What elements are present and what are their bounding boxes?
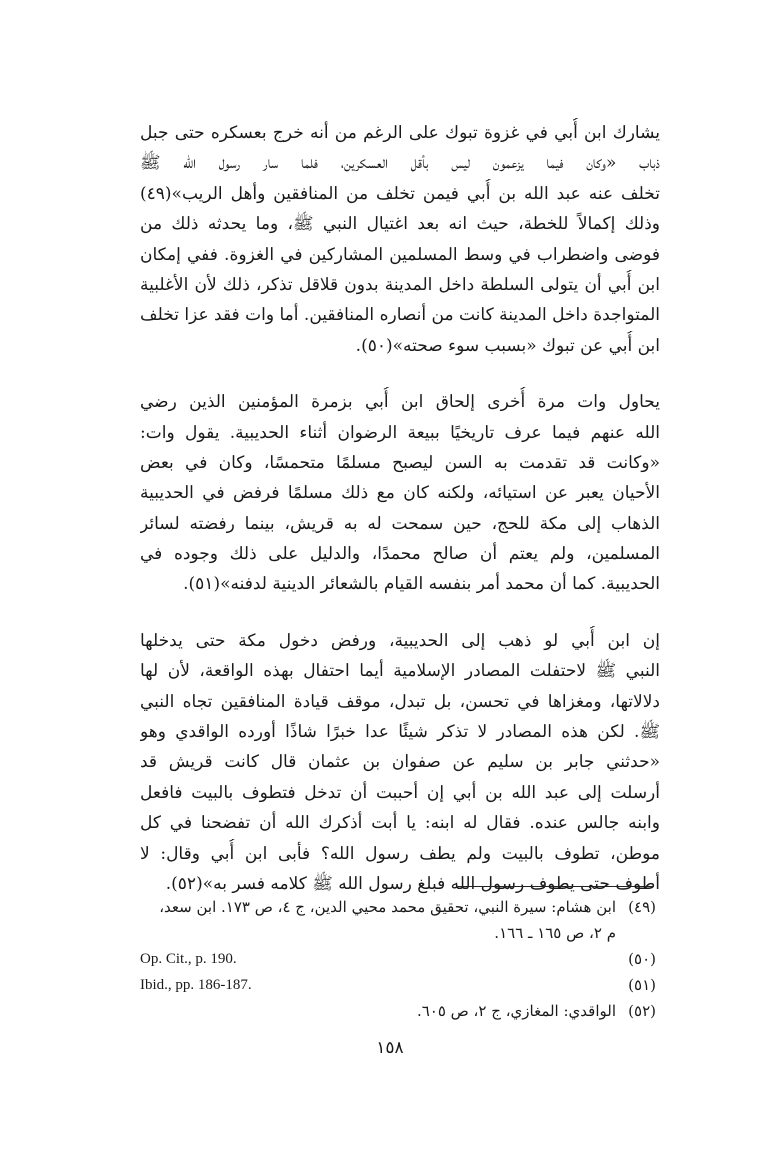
footnotes [140, 894, 656, 1024]
text-line: دلالاتها، ومغزاها في تحسن، بل تبدل، موقف قيادة المنافقين تجاه النبي [140, 691, 660, 712]
footnote-50 [140, 946, 656, 972]
footnote-number: (٥٢) [628, 1002, 656, 1020]
page-number: ١٥٨ [376, 1038, 404, 1058]
text-line: المسلمين، ولم يعتم أن صالح محمدًا، والدليل على ذلك وجوده في [140, 544, 660, 565]
text-line: إن ابن أُبي لو ذهب إلى الحديبية، ورفض دخول مكة حتى يدخلها [140, 630, 660, 651]
footnote-text-continuation: م ٢، ص ١٦٥ ـ ١٦٦. [494, 924, 616, 942]
text-line: الأحيان يعبر عن استيائه، ولكنه كان مع ذلك مسلمًا فرفض في الحديبية [140, 483, 660, 504]
text-line: «وكانت قد تقدمت به السن ليصبح مسلمًا متحمسًا، وكان في بعض [140, 452, 660, 473]
main-text [140, 118, 660, 925]
text-line: «حدثني جابر بن سليم عن صفوان بن عثمان قال كانت قريش قد [140, 752, 660, 773]
footnote-text: ابن هشام: سيرة النبي، تحقيق محمد محيي الدين، ج ٤، ص ١٧٣. ابن سعد، [159, 898, 616, 916]
text-line: يشارك ابن أُبي في غزوة تبوك على الرغم من أنه خرج بعسكره حتى جبل [140, 123, 660, 143]
text-line: الله عنهم فيما عرف تاريخيًا ببيعة الرضوان أثناء الحديبية. يقول وات: [140, 422, 660, 443]
footnote-number: (٤٩) [628, 898, 656, 916]
text-line: أرسلت إلى عبد الله بن أبي إن أحببت أن تدخل فتطوف بالبيت فافعل [140, 782, 660, 803]
paragraph-2 [140, 387, 660, 600]
text-line: ابن أُبي أن يتولى السلطة داخل المدينة بدون قلاقل تذكر، ذلك لأن الأغلبية [140, 274, 660, 295]
footnote-number: (٥٠) [628, 950, 656, 968]
text-line: موطن، تطوف بالبيت ولم يطف رسول الله؟ فأبى ابن أُبي وقال: لا [140, 843, 660, 864]
footnote-text: Op. Cit., p. 190. [140, 951, 237, 967]
text-line: ﷺ. لكن هذه المصادر لا تذكر شيئًا عدا خبرًا شاذًا أورده الواقدي وهو [140, 722, 660, 743]
text-line: ابن أُبي عن تبوك «بسبب سوء صحته»(٥٠). [355, 335, 660, 356]
footnote-49 [140, 894, 656, 946]
footnote-divider [456, 886, 654, 887]
text-line: يحاول وات مرة أُخرى إلحاق ابن أُبي بزمرة المؤمنين الذين رضي [140, 392, 660, 413]
text-line: النبي ﷺ لاحتفلت المصادر الإسلامية أيما احتفال بهذه الواقعة، لأن لها [140, 661, 660, 682]
footnote-text: الواقدي: المغازي، ج ٢، ص ٦٠٥. [416, 1002, 616, 1020]
text-line: فوضى واضطراب في وسط المسلمين المشاركين في الغزوة. ففي إمكان [140, 244, 660, 265]
text-line: وذلك إكمالاً للخطة، حيث انه بعد اغتيال النبي ﷺ، وما يحدثه ذلك من [140, 214, 660, 235]
text-line: وابنه جالس عنده. فقال له ابنه: يا أبت أذكرك الله أن تفضحنا في كل [140, 813, 660, 834]
text-line: الحديبية. كما أن محمد أمر بنفسه القيام بالشعائر الدينية لدفنه»(٥١). [183, 574, 660, 595]
text-line: تخلف عنه عبد الله بن أُبي فيمن تخلف من المنافقين وأهل الريب»(٤٩) [140, 183, 660, 204]
text-line: ذباب «وكان فيما يزعمون ليس بأقل العسكرين، فلما سار رسول الله ﷺ [140, 153, 660, 174]
footnote-text: Ibid., pp. 186-187. [140, 977, 252, 993]
footnote-52 [140, 998, 656, 1024]
text-line: المتواجدة داخل المدينة كانت من أنصاره المنافقين. أما وات فقد عزا تخلف [140, 305, 660, 326]
paragraph-3 [140, 626, 660, 900]
footnote-number: (٥١) [628, 976, 656, 994]
paragraph-1 [140, 118, 660, 361]
text-line: الذهاب إلى مكة للحج، حين سمحت له به قريش، بينما رفضته لسائر [140, 513, 660, 534]
text-line: أطوف حتى يطوف رسول الله فبلغ رسول الله ﷺ كلامه فسر به»(٥٢). [165, 873, 660, 894]
footnote-51 [140, 972, 656, 998]
